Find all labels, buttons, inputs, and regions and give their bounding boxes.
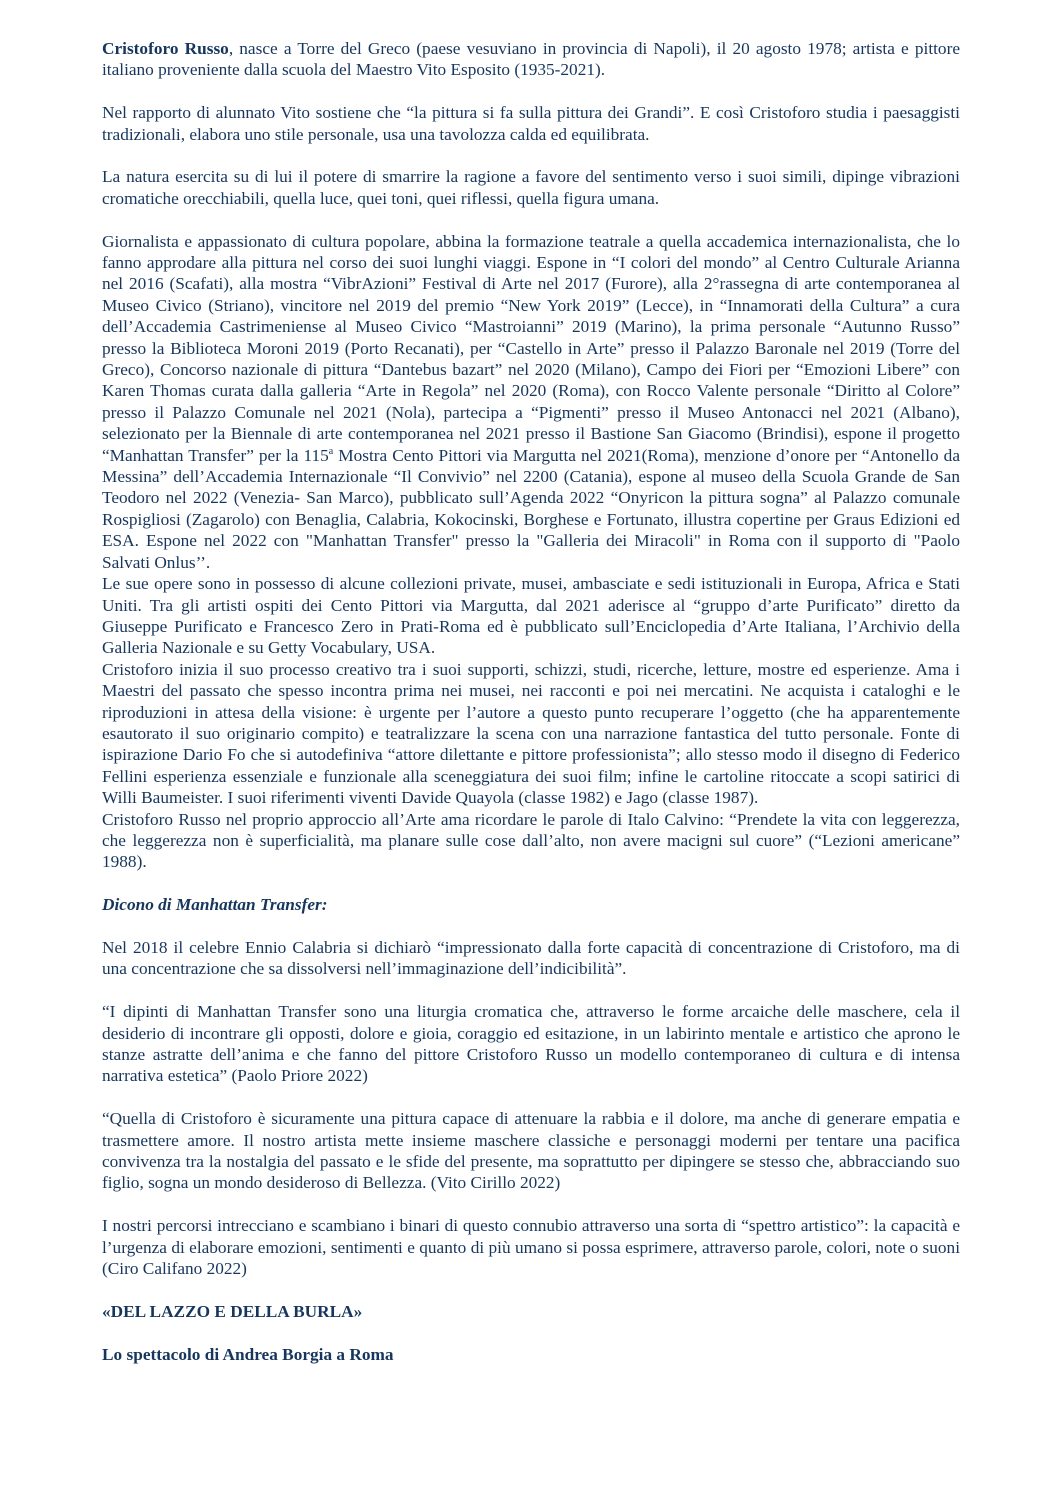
bio-calvino-paragraph: Cristoforo Russo nel proprio approccio all’Arte ama ricordare le parole di Italo Calvino: “Prendete la vita con leggerezza, che leggerezza non è superficialità, ma planare sulle cose dall’alto, non avere macigni sul cuore” (“Lezioni americane” 1988). [102,809,960,872]
quote-cirillo: “Quella di Cristoforo è sicuramente una pittura capace di attenuare la rabbia e il dolore, ma anche di generare empatia e trasmettere amore. Il nostro artista mette insieme maschere classiche e personaggi moderni per tentare una pacifica convivenza tra la nostalgia del passato e le sfide del presente, ma soprattutto per dipingere se stesso che, abbracciando suo figlio, sogna un mondo desideroso di Bellezza. (Vito Cirillo 2022) [102,1109,960,1193]
exhibitions-text-b: Mostra Cento Pittori via Margutta nel 2021(Roma), menzione d’onore per “Antonello da Messina” dell’Accademia Internazionale “Il Convivio” nel 2200 (Catania), espone al museo della Scuola Grande de San Teodoro nel 2022 (Venezia- San Marco), pubblicato sull’Agenda 2022 “Onyricon la pittura sogna” al Palazzo comunale Rospigliosi (Zagarolo) con Benaglia, Calabria, Kokocinski, Borghese e Fortunato, illustra copertine per Graus Edizioni ed ESA. Espone nel 2022 con "Manhattan Transfer" presso la "Galleria dei Miracoli" in Roma con il supporto di "Paolo Salvati Onlus’’. [102,445,960,572]
bio-paragraph-2: Nel rapporto di alunnato Vito sostiene che “la pittura si fa sulla pittura dei Grandi”. E così Cristoforo studia i paesaggisti tradizionali, elabora uno stile personale, usa una tavolozza calda ed equilibrata. [102,103,960,144]
document-page [102,38,960,1365]
closing-subtitle: Lo spettacolo di Andrea Borgia a Roma [102,1344,394,1364]
bio-intro-text: , nasce a Torre del Greco (paese vesuviano in provincia di Napoli), il 20 agosto 1978; artista e pittore italiano proveniente dalla scuola del Maestro Vito Esposito (1935-2021). [102,39,960,80]
quotes-heading: Dicono di Manhattan Transfer: [102,895,328,915]
quote-priore: “I dipinti di Manhattan Transfer sono una liturgia cromatica che, attraverso le forme arcaiche delle maschere, cela il desiderio di incontrare gli opposti, dolore e gioia, coraggio ed esitazione, in un labirinto mentale e artistico che aprono le stanze astratte dell’anima e che fanno del pittore Cristoforo Russo un modello contemporaneo di cultura e di intensa narrativa estetica” (Paolo Priore 2022) [102,1002,960,1086]
bio-collections-paragraph: Le sue opere sono in possesso di alcune collezioni private, musei, ambasciate e sedi istituzionali in Europa, Africa e Stati Uniti. Tra gli artisti ospiti dei Cento Pittori via Margutta, dal 2021 aderisce al “gruppo d’arte Purificato” diretto da Giuseppe Purificato e Francesco Zero in Prati-Roma ed è pubblicato sull’Enciclopedia d’Arte Italiana, l’Archivio della Galleria Nazionale e su Getty Vocabulary, USA. [102,574,960,658]
quote-calabria: Nel 2018 il celebre Ennio Calabria si dichiarò “impressionato dalla forte capacità di concentrazione di Cristoforo, ma di una concentrazione che sa dissolversi nell’immaginazione dell’indicibilità”. [102,937,960,979]
artist-name: Cristoforo Russo [102,39,229,58]
bio-intro-paragraph [102,38,960,81]
bio-creative-process-paragraph: Cristoforo inizia il suo processo creativo tra i suoi supporti, schizzi, studi, ricerche, letture, mostre ed esperienze. Ama i Maestri del passato che spesso incontra prima nei musei, nei racconti e poi nei mercatini. Ne acquista i cataloghi e le riproduzioni in attesa della visione: è urgente per l’autore a questo punto recuperare l’oggetto (che ha apparentemente esautorato il suo originario compito) e teatralizzare la scena con una narrazione fantastica del tutto personale. Fonte di ispirazione Dario Fo che si autodefiniva “attore dilettante e pittore professionista”; allo stesso modo il disegno di Federico Fellini esperienza essenziale e funzionale alla sceneggiatura dei suoi film; infine le cartoline ritoccate a scopi satirici di Willi Baumeister. I suoi riferimenti viventi Davide Quayola (classe 1982) e Jago (classe 1987). [102,659,960,808]
exhibitions-text-a: Giornalista e appassionato di cultura popolare, abbina la formazione teatrale a quella accademica internazionalista, che lo fanno approdare alla pittura nel corso dei suoi lunghi viaggi. Espone in “I colori del mondo” al Centro Culturale Arianna nel 2016 (Scafati), alla mostra “VibrAzioni” Festival di Arte nel 2017 (Furore), alla 2°rassegna di arte contemporanea al Museo Civico (Striano), vincitore nel 2019 del premio “New York 2019” (Lecce), in “Innamorati della Cultura” a cura dell’Accademia Castrimeniense al Museo Civico “Mastroianni” 2019 (Marino), la prima personale “Autunno Russo” presso la Biblioteca Moroni 2019 (Porto Recanati), per “Castello in Arte” presso il Palazzo Baronale nel 2019 (Torre del Greco), Concorso nazionale di pittura “Dantebus bazart” nel 2020 (Milano), Campo dei Fiori per “Emozioni Libere” con Karen Thomas curata dalla galleria “Arte in Regola” nel 2020 (Roma), con Rocco Valente personale “Diritto al Colore” presso il Palazzo Comunale nel 2021 (Nola), partecipa a “Pigmenti” presso il Museo Antonacci nel 2021 (Albano), selezionato per la Biennale di arte contemporanea nel 2021 presso il Bastione San Giacomo (Brindisi), espone il progetto “Manhattan Transfer” per la 115 [102,231,960,465]
bio-paragraph-3: La natura esercita su di lui il potere di smarrire la ragione a favore del sentimento verso i suoi simili, dipinge vibrazioni cromatiche orecchiabili, quella luce, quei toni, quei riflessi, quella figura umana. [102,167,960,208]
bio-exhibitions-paragraph [102,231,960,574]
ordinal-superscript: a [328,445,334,457]
quote-califano: I nostri percorsi intrecciano e scambiano i binari di questo connubio attraverso una sorta di “spettro artistico”: la capacità e l’urgenza di elaborare emozioni, sentimenti e quanto di più umano si possa esprimere, attraverso parole, colori, note o suoni (Ciro Califano 2022) [102,1216,960,1279]
closing-title: «DEL LAZZO E DELLA BURLA» [102,1301,363,1321]
